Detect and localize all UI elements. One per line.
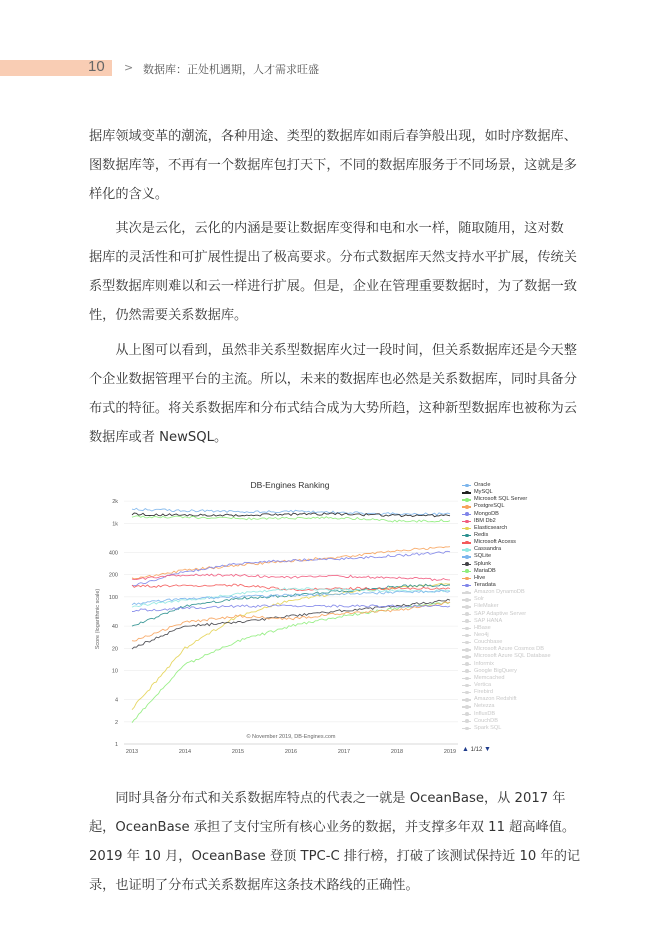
legend-item[interactable] bbox=[462, 532, 552, 539]
legend-marker bbox=[465, 677, 469, 681]
legend-item[interactable] bbox=[462, 525, 552, 532]
legend-marker bbox=[465, 612, 469, 616]
text-line: 布式的特征。将关系数据库和分布式结合成为大势所趋，这种新型数据库也被称为云 bbox=[89, 401, 577, 416]
legend-marker bbox=[465, 719, 469, 723]
legend-marker bbox=[465, 698, 469, 702]
legend-label: IBM Db2 bbox=[474, 517, 496, 524]
legend-item[interactable] bbox=[462, 582, 552, 589]
legend-item[interactable] bbox=[462, 696, 552, 703]
legend-label: PostgreSQL bbox=[474, 503, 505, 510]
legend-marker bbox=[465, 505, 469, 509]
text-line: 数据库或者 NewSQL。 bbox=[89, 430, 228, 445]
legend-item[interactable] bbox=[462, 703, 552, 710]
text-line: 图数据库等，不再有一个数据库包打天下，不同的数据库服务于不同场景，这就是多 bbox=[89, 158, 577, 173]
paragraph-2 bbox=[89, 214, 589, 330]
legend-item[interactable] bbox=[462, 539, 552, 546]
y-tick-label: 4 bbox=[114, 697, 118, 704]
legend-marker bbox=[465, 591, 469, 595]
legend-label: Microsoft SQL Server bbox=[474, 496, 528, 503]
text-line: 系型数据库则难以和云一样进行扩展。但是，企业在管理重要数据时，为了数据一致 bbox=[89, 279, 577, 294]
page-number: 10 bbox=[88, 58, 105, 75]
y-tick-label: 2 bbox=[114, 719, 118, 726]
legend-item[interactable] bbox=[462, 546, 552, 553]
legend-item[interactable] bbox=[462, 618, 552, 625]
legend-item[interactable] bbox=[462, 668, 552, 675]
legend-label: Memcached bbox=[474, 674, 505, 681]
legend-label: Firebird bbox=[474, 689, 493, 696]
legend-label: InfluxDB bbox=[474, 710, 496, 717]
legend-marker bbox=[465, 555, 469, 559]
legend-marker bbox=[465, 691, 469, 695]
legend-item[interactable] bbox=[462, 653, 552, 660]
text-line: 据库领域变革的潮流，各种用途、类型的数据库如雨后春笋般出现，如时序数据库、 bbox=[89, 129, 577, 144]
text-line: 样化的含义。 bbox=[89, 187, 169, 202]
legend-item[interactable] bbox=[462, 589, 552, 596]
legend-item[interactable] bbox=[462, 661, 552, 668]
legend-label: Amazon DynamoDB bbox=[474, 589, 525, 596]
paragraph-3 bbox=[89, 336, 589, 452]
legend-label: Neo4j bbox=[474, 631, 489, 638]
legend-marker bbox=[465, 584, 469, 588]
text-line: 同时具备分布式和关系数据库特点的代表之一就是 OceanBase，从 2017 年 bbox=[89, 791, 566, 806]
legend-label: Microsoft Azure SQL Database bbox=[474, 653, 551, 660]
legend-label: MySQL bbox=[474, 489, 493, 496]
legend-item[interactable] bbox=[462, 603, 552, 610]
legend-item[interactable] bbox=[462, 575, 552, 582]
legend-marker bbox=[465, 669, 469, 673]
y-tick-label: 40 bbox=[111, 624, 118, 631]
text-line: 录，也证明了分布式关系数据库这条技术路线的正确性。 bbox=[89, 878, 419, 893]
legend-marker bbox=[465, 548, 469, 552]
legend-marker bbox=[465, 648, 469, 652]
legend-item[interactable] bbox=[462, 518, 552, 525]
x-tick-label: 2016 bbox=[284, 749, 298, 755]
chart-legend bbox=[462, 482, 552, 732]
legend-marker bbox=[465, 527, 469, 531]
legend-item[interactable] bbox=[462, 682, 552, 689]
legend-marker bbox=[465, 627, 469, 631]
chart-credit: © November 2019, DB-Engines.com bbox=[246, 734, 336, 740]
legend-label: FileMaker bbox=[474, 603, 499, 610]
y-tick-label: 400 bbox=[108, 550, 118, 557]
legend-item[interactable] bbox=[462, 646, 552, 653]
y-tick-label: 20 bbox=[111, 646, 118, 653]
legend-label: Vertica bbox=[474, 681, 492, 688]
x-tick-label: 2019 bbox=[443, 749, 457, 755]
legend-item[interactable] bbox=[462, 689, 552, 696]
legend-label: Redis bbox=[474, 531, 489, 538]
legend-label: Microsoft Azure Cosmos DB bbox=[474, 646, 544, 653]
y-tick-label: 200 bbox=[108, 572, 118, 579]
legend-marker bbox=[465, 534, 469, 538]
legend-item[interactable] bbox=[462, 675, 552, 682]
legend-item[interactable] bbox=[462, 503, 552, 510]
legend-label: Couchbase bbox=[474, 639, 503, 646]
legend-label: MariaDB bbox=[474, 567, 496, 574]
text-line: 性，仍然需要关系数据库。 bbox=[89, 308, 248, 323]
text-line: 据库的灵活性和可扩展性提出了极高要求。分布式数据库天然支持水平扩展，传统关 bbox=[89, 250, 577, 265]
legend-marker bbox=[465, 705, 469, 709]
pager-text: 1/12 bbox=[470, 747, 483, 753]
legend-label: SQLite bbox=[474, 553, 492, 560]
legend-label: Hive bbox=[474, 574, 486, 581]
legend-item[interactable] bbox=[462, 561, 552, 568]
legend-item[interactable] bbox=[462, 596, 552, 603]
legend-item[interactable] bbox=[462, 625, 552, 632]
legend-item[interactable] bbox=[462, 725, 552, 732]
text-line: 个企业数据管理平台的主流。所以，未来的数据库也必然是关系数据库，同时具备分 bbox=[89, 372, 577, 387]
x-tick-label: 2015 bbox=[231, 749, 245, 755]
x-tick-label: 2013 bbox=[125, 749, 139, 755]
legend-marker bbox=[465, 498, 469, 502]
legend-label: Splunk bbox=[474, 560, 492, 567]
legend-marker bbox=[465, 512, 469, 516]
y-tick-label: 1 bbox=[114, 742, 118, 748]
legend-label: Amazon Redshift bbox=[474, 696, 517, 703]
legend-item[interactable] bbox=[462, 568, 552, 575]
legend-label: SAP Adaptive Server bbox=[474, 610, 527, 617]
legend-marker bbox=[465, 484, 469, 488]
legend-marker bbox=[465, 562, 469, 566]
chapter-title: 数据库：正处机遇期，人才需求旺盛 bbox=[143, 63, 319, 76]
x-tick-label: 2018 bbox=[390, 749, 404, 755]
legend-label: Oracle bbox=[474, 482, 491, 488]
legend-marker bbox=[465, 520, 469, 524]
legend-item[interactable] bbox=[462, 639, 552, 646]
legend-marker bbox=[465, 569, 469, 573]
legend-label: Elasticsearch bbox=[474, 524, 508, 531]
paragraph-4 bbox=[89, 784, 589, 900]
paragraph-1 bbox=[89, 122, 589, 209]
legend-item[interactable] bbox=[462, 553, 552, 560]
text-line: 其次是云化，云化的内涵是要让数据库变得和电和水一样，随取随用，这对数 bbox=[89, 221, 564, 236]
legend-item[interactable] bbox=[462, 511, 552, 518]
legend-item[interactable] bbox=[462, 718, 552, 725]
legend-label: Netezza bbox=[474, 703, 495, 710]
legend-marker bbox=[465, 634, 469, 638]
legend-label: Cassandra bbox=[474, 546, 502, 553]
y-tick-label: 1k bbox=[112, 521, 118, 528]
legend-item[interactable] bbox=[462, 496, 552, 503]
y-axis-label: Score (logarithmic scale) bbox=[95, 588, 101, 650]
legend-marker bbox=[465, 662, 469, 666]
legend-marker bbox=[465, 605, 469, 609]
pager-down-icon[interactable]: ▼ bbox=[483, 746, 491, 753]
legend-label: MongoDB bbox=[474, 510, 499, 517]
x-tick-label: 2014 bbox=[178, 749, 192, 755]
legend-label: SAP HANA bbox=[474, 617, 503, 624]
text-line: 起，OceanBase 承担了支付宝所有核心业务的数据，并支撑多年双 11 超高峰值。 bbox=[89, 820, 576, 835]
legend-item[interactable] bbox=[462, 489, 552, 496]
x-tick-label: 2017 bbox=[337, 749, 351, 755]
legend-marker bbox=[465, 619, 469, 623]
legend-pager[interactable] bbox=[462, 746, 491, 753]
legend-item[interactable] bbox=[462, 632, 552, 639]
legend-label: HBase bbox=[474, 624, 491, 631]
legend-label: CouchDB bbox=[474, 717, 498, 724]
legend-item[interactable] bbox=[462, 711, 552, 718]
text-line: 2019 年 10 月，OceanBase 登顶 TPC-C 排行榜，打破了该测试保持近 10 年的记 bbox=[89, 849, 581, 864]
legend-marker bbox=[465, 598, 469, 602]
legend-label: Microsoft Access bbox=[474, 539, 516, 546]
legend-label: Spark SQL bbox=[474, 724, 502, 731]
legend-marker bbox=[465, 577, 469, 581]
legend-item[interactable] bbox=[462, 611, 552, 618]
legend-marker bbox=[465, 684, 469, 688]
legend-marker bbox=[465, 712, 469, 716]
legend-label: Solr bbox=[474, 596, 484, 603]
legend-item[interactable] bbox=[462, 482, 552, 489]
y-tick-label: 10 bbox=[111, 668, 118, 675]
y-tick-label: 2k bbox=[112, 499, 118, 506]
chart-title: DB-Engines Ranking bbox=[250, 480, 330, 490]
text-line: 从上图可以看到，虽然非关系型数据库火过一段时间，但关系数据库还是今天整 bbox=[89, 343, 577, 358]
legend-label: Google BigQuery bbox=[474, 667, 517, 674]
legend-marker bbox=[465, 655, 469, 659]
legend-marker bbox=[465, 491, 469, 495]
legend-label: Teradata bbox=[474, 581, 496, 588]
y-tick-label: 100 bbox=[108, 594, 118, 601]
legend-marker bbox=[465, 641, 469, 645]
pager-up-icon[interactable]: ▲ bbox=[462, 746, 469, 753]
legend-label: Informix bbox=[474, 660, 494, 667]
legend-marker bbox=[465, 727, 469, 731]
header-separator: > bbox=[124, 61, 134, 74]
legend-marker bbox=[465, 541, 469, 545]
